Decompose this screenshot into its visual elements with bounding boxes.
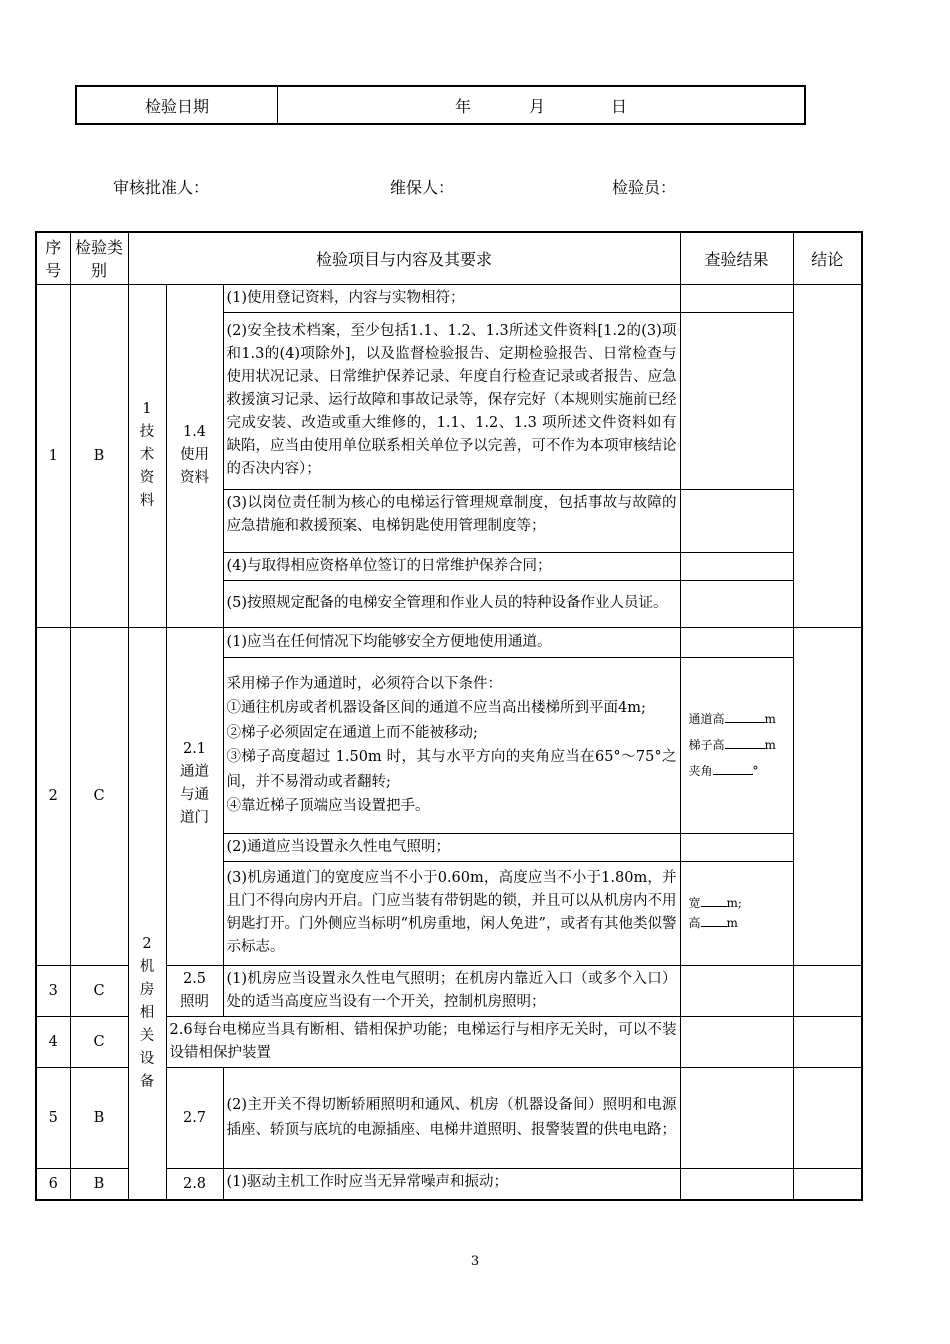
maintainer-label: 维保人： xyxy=(390,178,455,197)
header-seq: 序号 xyxy=(36,232,70,284)
row3-subitem: 2.5 照明 xyxy=(166,965,223,1016)
row6-item: (1)驱动主机工作时应当无异常噪声和振动； xyxy=(223,1168,680,1200)
row4-conclusion[interactable] xyxy=(793,1016,862,1067)
row2-item2-result[interactable] xyxy=(680,833,793,861)
inspection-date-label: 检验日期 xyxy=(76,86,278,124)
inspection-date-value xyxy=(278,86,806,124)
ladder-result: 通道高 m 梯子高 m 夹角 ° xyxy=(680,657,793,833)
row6-subitem: 2.8 xyxy=(166,1168,223,1200)
row3-conclusion[interactable] xyxy=(793,965,862,1016)
passage-height-blank[interactable] xyxy=(725,712,765,723)
door-height-blank[interactable] xyxy=(701,916,727,927)
table-row xyxy=(36,627,862,657)
row1-item1: (1)使用登记资料，内容与实物相符； xyxy=(223,284,680,312)
row4-result[interactable] xyxy=(680,1016,793,1067)
inspection-table xyxy=(35,231,863,1201)
inspector-label: 检验员： xyxy=(612,178,677,197)
row6-category: B xyxy=(70,1168,128,1200)
row4-category: C xyxy=(70,1016,128,1067)
day-label: 日 xyxy=(611,96,628,116)
row1-item2: (2)安全技术档案，至少包括1.1、1.2、1.3所述文件资料[1.2的(3)项和1.3的(4)项除外]，以及监督检验报告、定期检验报告、日常检查与使用状况记录、日常维护保养记录、年度自行检查记录或者报告、应急救援演习记录、运行故障和事故记录等，保存完好（本规则实施前已经完成安装、改造或重大维修的，1.1、1.2、1.3 项所述文件资料如有缺陷，应当由使用单位联系相关单位予以完善，可不作为本项审核结论的否决内容）； xyxy=(223,312,680,489)
approver-label: 审核批准人： xyxy=(113,178,210,197)
table-row xyxy=(36,284,862,312)
row2-item2: (2)通道应当设置永久性电气照明； xyxy=(223,833,680,861)
row5-category: B xyxy=(70,1067,128,1168)
row2-conclusion[interactable] xyxy=(793,627,862,965)
row1-item3-result[interactable] xyxy=(680,489,793,552)
row1-seq: 1 xyxy=(36,284,70,627)
row3-item: (1)机房应当设置永久性电气照明；在机房内靠近入口（或多个入口）处的适当高度应当设有一个开关，控制机房照明； xyxy=(223,965,680,1016)
row2-item1: (1)应当在任何情况下均能够安全方便地使用通道。 xyxy=(223,627,680,657)
row2-item3: (3)机房通道门的宽度应当不小于0.60m，高度应当不小于1.80m，并且门不得向房内开启。门应当装有带钥匙的锁，并且可以从机房内不用钥匙打开。门外侧应当标明“机房重地，闲人免进”，或者有其他类似警示标志。 xyxy=(223,861,680,965)
row5-subitem: 2.7 xyxy=(166,1067,223,1168)
door-width-blank[interactable] xyxy=(701,896,727,907)
row3-result[interactable] xyxy=(680,965,793,1016)
group1-label: 1 技 术 资 料 xyxy=(128,284,166,627)
header-result: 查验结果 xyxy=(680,232,793,284)
row5-result[interactable] xyxy=(680,1067,793,1168)
ladder-line: ③梯子高度超过 1.50m 时，其与水平方向的夹角应当在65°～75°之间，并不易滑动或者翻转; xyxy=(226,749,677,790)
row3-seq: 3 xyxy=(36,965,70,1016)
row2-category: C xyxy=(70,627,128,965)
group2-label: 2 机 房 相 关 设 备 xyxy=(128,627,166,1200)
inspection-date-table xyxy=(75,85,806,125)
header-category: 检验类别 xyxy=(70,232,128,284)
ladder-line: ①通往机房或者机器设备区间的通道不应当高出楼梯所到平面4m; xyxy=(226,700,646,716)
ladder-angle-blank[interactable] xyxy=(713,764,753,775)
row5-item: (2)主开关不得切断轿厢照明和通风、机房（机器设备间）照明和电源插座、轿顶与底坑的电源插座、电梯井道照明、报警装置的供电电路； xyxy=(223,1067,680,1168)
row4-item: 2.6每台电梯应当具有断相、错相保护功能；电梯运行与相序无关时，可以不装设错相保护装置 xyxy=(166,1016,680,1067)
row2-ladder xyxy=(223,657,680,833)
row1-item5: (5)按照规定配备的电梯安全管理和作业人员的特种设备作业人员证。 xyxy=(223,580,680,627)
header-items: 检验项目与内容及其要求 xyxy=(128,232,680,284)
row6-result[interactable] xyxy=(680,1168,793,1200)
year-label: 年 xyxy=(454,96,471,116)
row1-category: B xyxy=(70,284,128,627)
row5-seq: 5 xyxy=(36,1067,70,1168)
ladder-line: ②梯子必须固定在通道上而不能被移动; xyxy=(226,724,478,741)
row1-item4: (4)与取得相应资格单位签订的日常维护保养合同； xyxy=(223,552,680,580)
row1-item3: (3)以岗位责任制为核心的电梯运行管理规章制度，包括事故与故障的应急措施和救援预案、电梯钥匙使用管理制度等； xyxy=(223,489,680,552)
ladder-line: ④靠近梯子顶端应当设置把手。 xyxy=(226,798,430,814)
row2-seq: 2 xyxy=(36,627,70,965)
row1-item1-result[interactable] xyxy=(680,284,793,312)
month-label: 月 xyxy=(528,96,545,116)
row1-subitem: 1.4 使用 资料 xyxy=(166,284,223,627)
row1-item2-result[interactable] xyxy=(680,312,793,489)
row5-conclusion[interactable] xyxy=(793,1067,862,1168)
ladder-height-blank[interactable] xyxy=(725,738,765,749)
row6-conclusion[interactable] xyxy=(793,1168,862,1200)
row1-item5-result[interactable] xyxy=(680,580,793,627)
row6-seq: 6 xyxy=(36,1168,70,1200)
header-conclusion: 结论 xyxy=(793,232,862,284)
row1-item4-result[interactable] xyxy=(680,552,793,580)
table-header-row xyxy=(36,232,862,284)
ladder-line: 采用梯子作为通道时，必须符合以下条件： xyxy=(226,675,502,692)
row4-seq: 4 xyxy=(36,1016,70,1067)
row2-item1-result[interactable] xyxy=(680,627,793,657)
row3-category: C xyxy=(70,965,128,1016)
row1-conclusion[interactable] xyxy=(793,284,862,627)
door-result: 宽 m; 高 m xyxy=(680,861,793,965)
page-number: 3 xyxy=(470,1254,480,1269)
row2-subitem: 2.1 通道 与通 道门 xyxy=(166,627,223,965)
